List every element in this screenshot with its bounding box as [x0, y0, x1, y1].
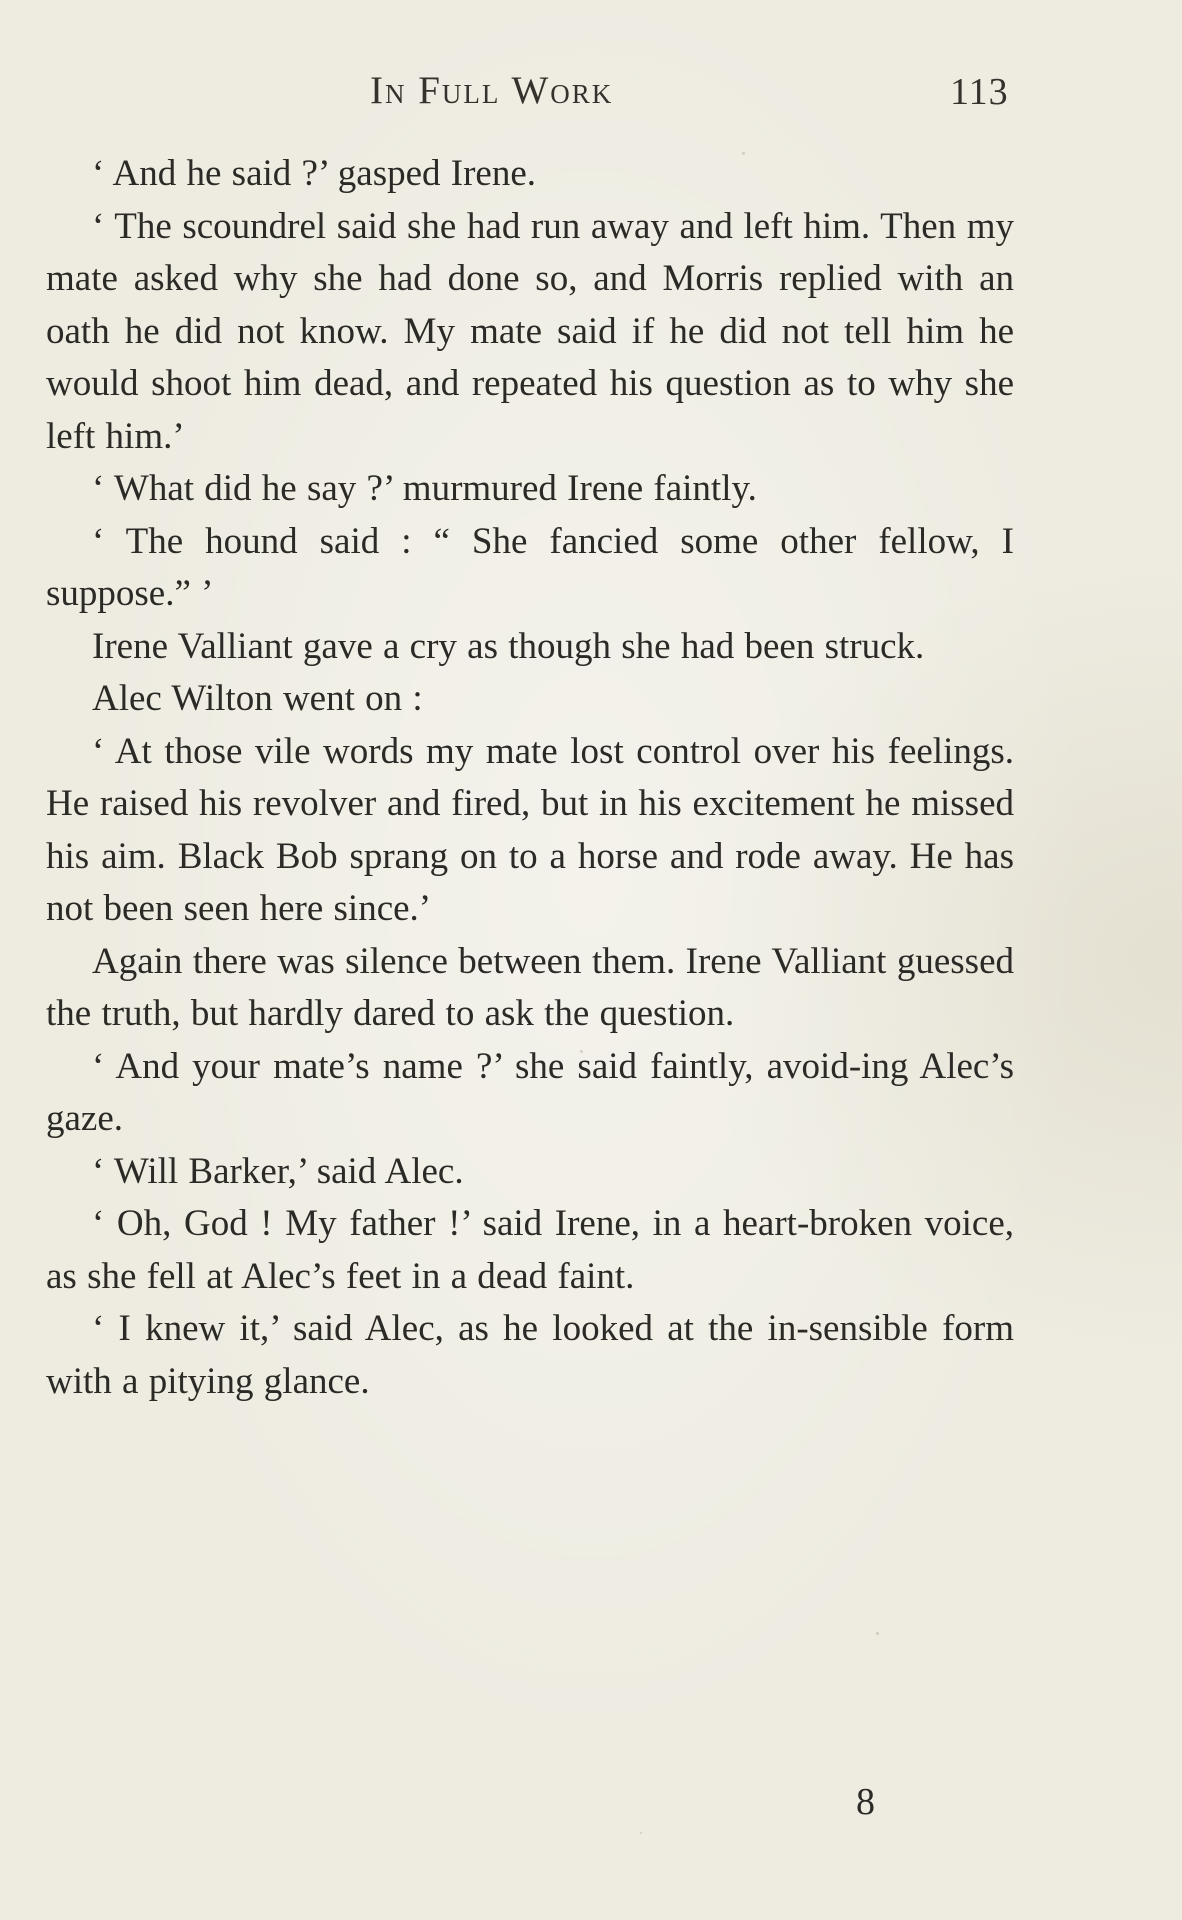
- signature-mark: 8: [856, 1781, 875, 1823]
- paper-speck: [640, 1832, 642, 1834]
- paragraph: ‘ At those vile words my mate lost control over his feelings. He raised his revolver and fired, but in his excitement he missed his aim. Black Bob sprang on to a horse and rode away. He has not been seen here since.’: [46, 730, 1014, 929]
- running-title: In Full Work: [370, 69, 614, 112]
- paragraph: Again there was silence between them. Irene Valliant guessed the truth, but hardly dared to ask the question.: [46, 940, 1014, 1034]
- paragraph: ‘ What did he say ?’ murmured Irene faintly.: [92, 468, 757, 509]
- paragraph: ‘ And he said ?’ gasped Irene.: [92, 153, 537, 194]
- paragraph: Irene Valliant gave a cry as though she had been struck.: [92, 625, 925, 667]
- page-number: 113: [950, 71, 1009, 113]
- paragraph: ‘ The hound said : “ She fancied some other fellow, I suppose.” ’: [46, 520, 1014, 614]
- paper-speck: [742, 152, 745, 155]
- paragraph: ‘ The scoundrel said she had run away and left him. Then my mate asked why she had done so, and Morris replied with an oath he did not know. My mate said if he did not tell him he would shoot him dead, and repeated his question as to why she left him.’: [46, 205, 1014, 457]
- paragraph: ‘ And your mate’s name ?’ she said faintly, avoid-ing Alec’s gaze.: [46, 1045, 1014, 1139]
- paper-speck: [580, 1050, 583, 1053]
- paragraph: ‘ Will Barker,’ said Alec.: [92, 1150, 464, 1192]
- paragraph: ‘ Oh, God ! My father !’ said Irene, in a heart-broken voice, as she fell at Alec’s feet in a dead faint.: [46, 1203, 1014, 1297]
- paper-speck: [876, 1632, 879, 1635]
- body-text: [46, 148, 1014, 1408]
- paragraph: Alec Wilton went on :: [92, 678, 423, 719]
- running-head: [0, 68, 1182, 118]
- paragraph: ‘ I knew it,’ said Alec, as he looked at the in-sensible form with a pitying glance.: [46, 1308, 1014, 1402]
